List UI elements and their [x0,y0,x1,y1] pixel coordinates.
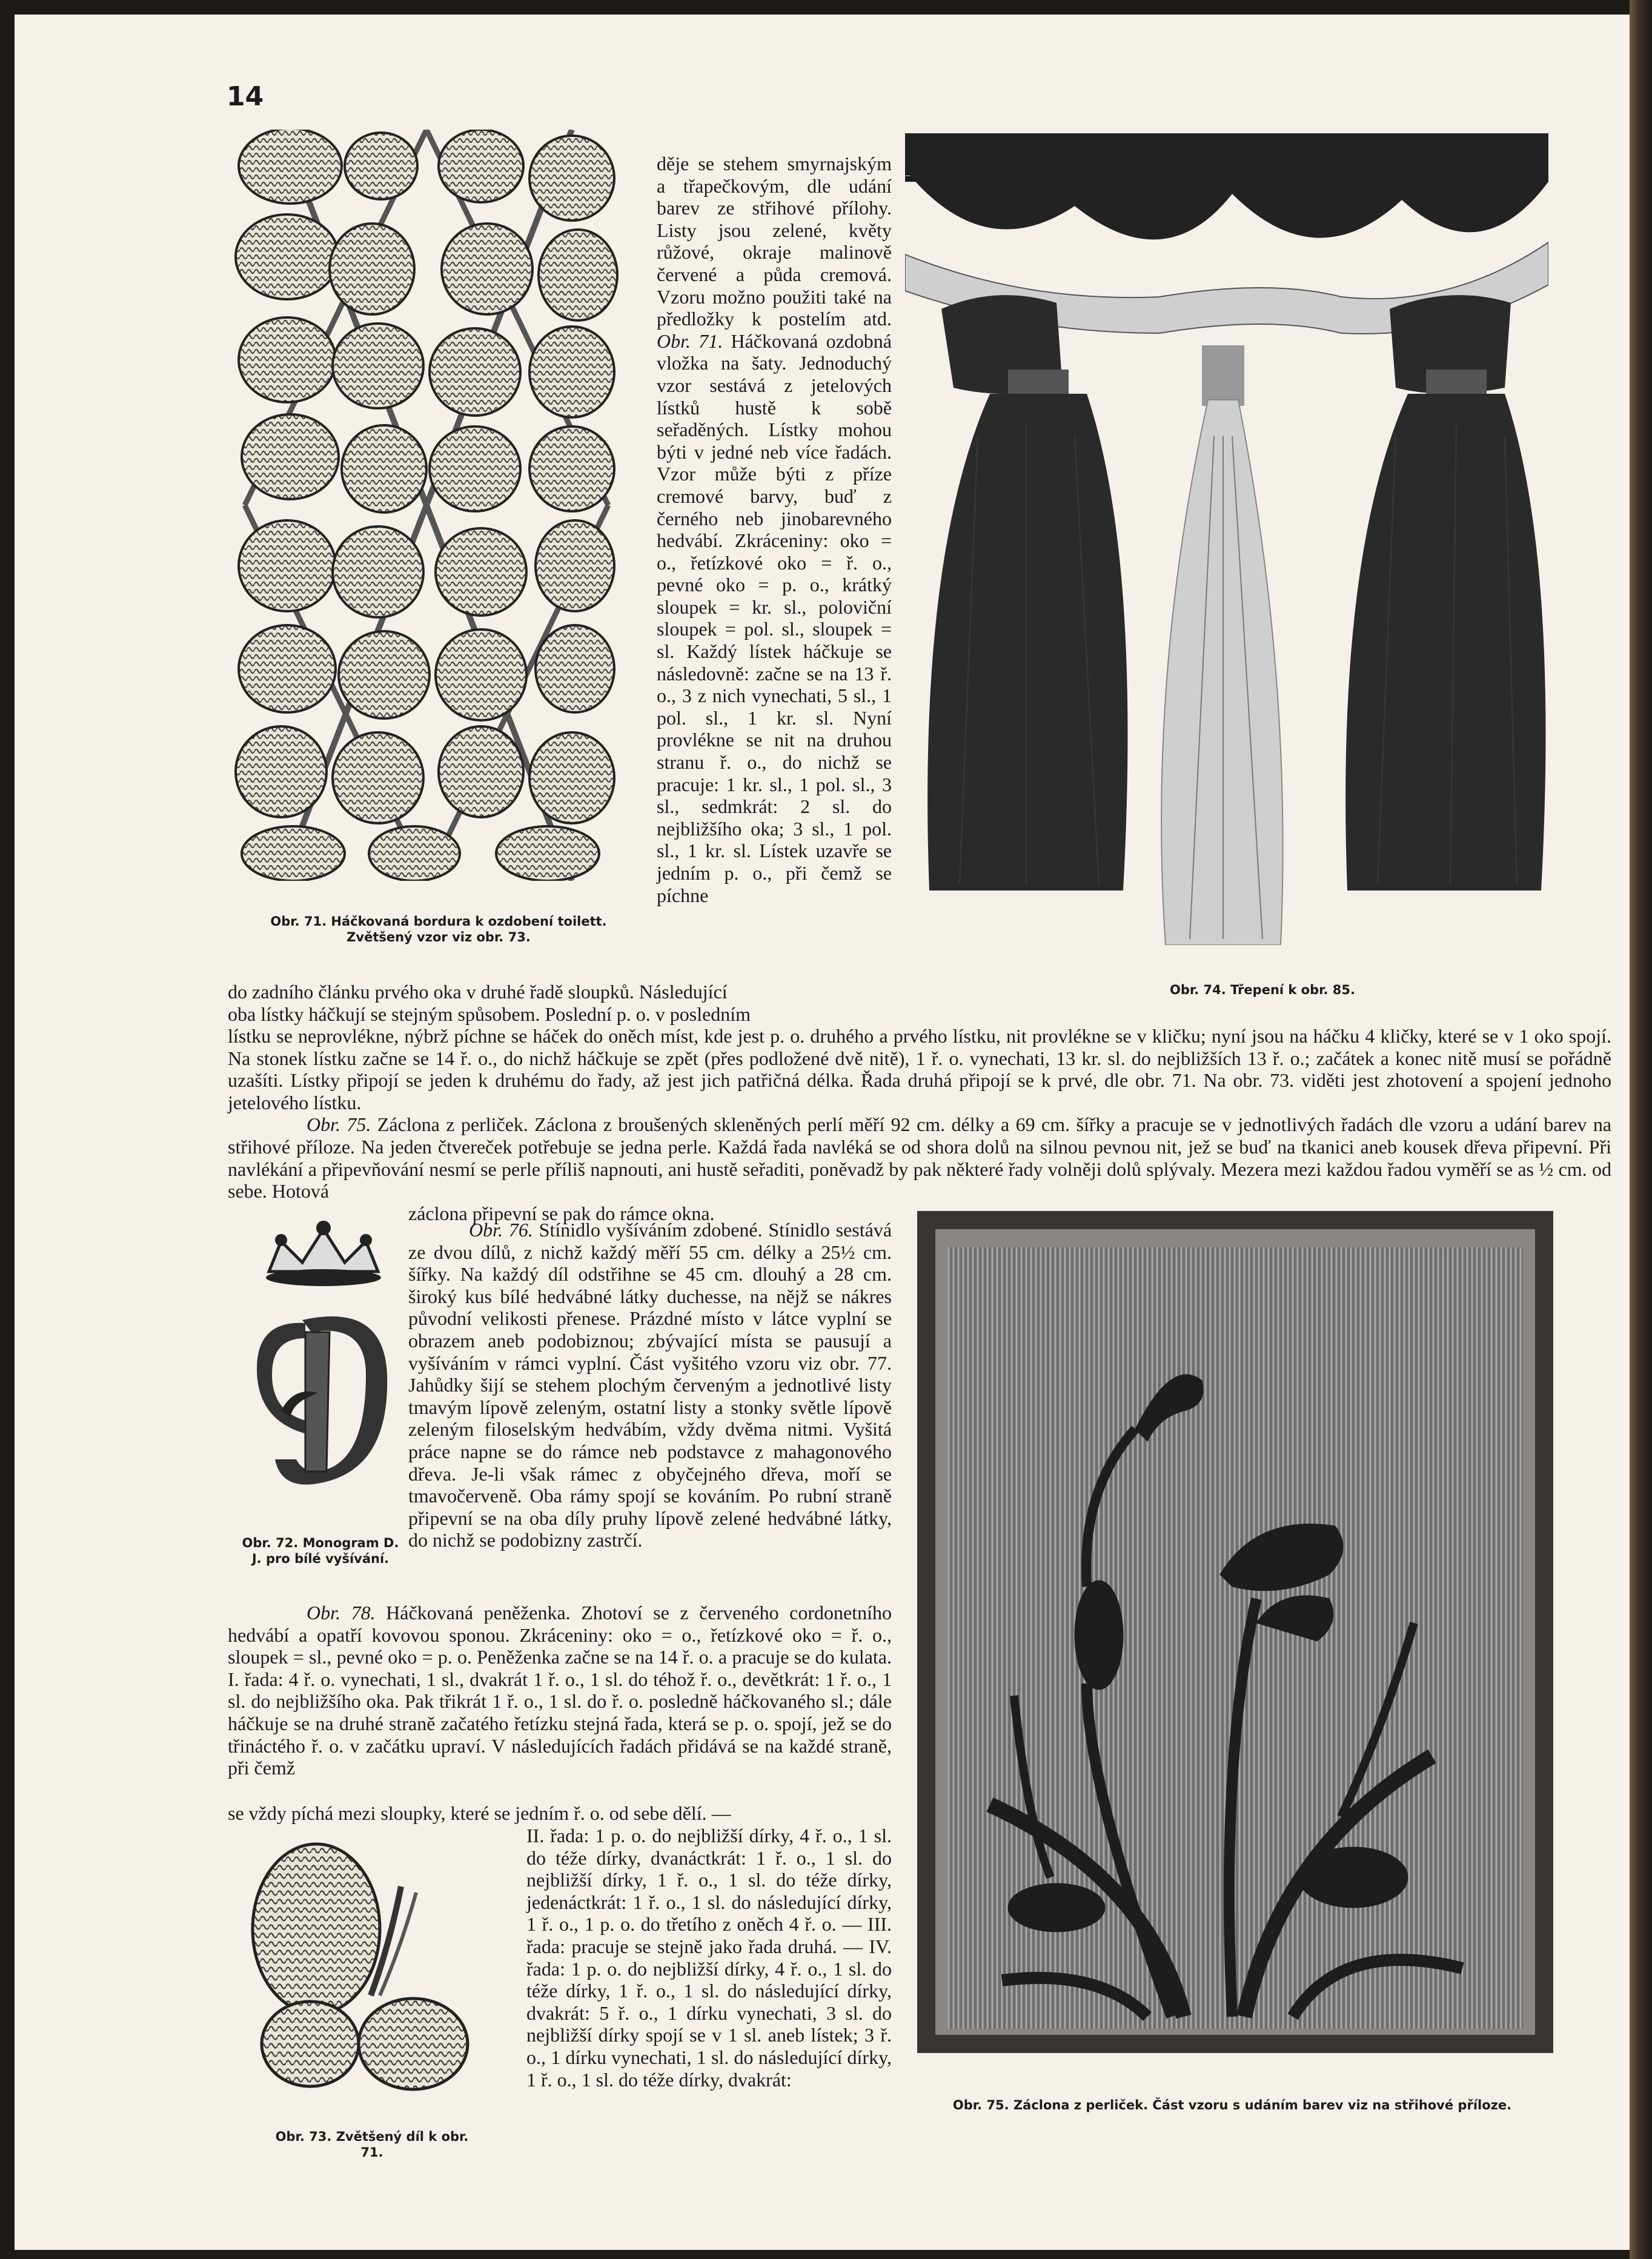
full-width-text [228,1025,1611,1202]
page-number: 14 [227,81,264,112]
obr75-ref: Obr. 75. [307,1113,371,1136]
figure-73-clover-detail [244,1838,474,2092]
figure-71-caption: Obr. 71. Háčkovaná bordura k ozdobení toilett. Zvětšený vzor viz obr. 73. [270,914,607,944]
obr76-paragraph [408,1219,892,1551]
obr71-cont-line1: do zadního článku prvého oka v druhé řadě sloupků. Následující [228,981,728,1003]
figure-71-crochet-border [233,130,620,881]
obr71-ref: Obr. 71. [657,330,723,352]
obr78-split-line: se vždy píchá mezi sloupky, které se jedním ř. o. od sebe dělí. — [228,1802,731,1824]
obr78-ref: Obr. 78. [307,1602,376,1624]
magazine-page [15,15,1630,2250]
obr78-paragraph [228,1602,892,1779]
obr78-column-text: II. řada: 1 p. o. do nejbližší dírky, 4 ř. o., 1 sl. do téže dírky, dvanáctkrát: 1 ř. o., 1 sl. do nejbližší dírky, 1 ř. o., 1 sl. do téže dírky, jedenáctkrát: 1 ř. o., 1 sl. do následující dírky, 1 ř. o., 1 p. o. do třetího z oněch 4 ř. o. — III. řada: pracuje se stejně jako řada druhá. — IV. řada: 1 p. o. do nejbližší dírky, 4 ř. o., 1 sl. do téže dírky, 1 ř. o., 1 sl. do následující dírky, dvakrát: 5 ř. o., 1 dírku vynechati, 3 sl. do nejbližší dírky spojí se v 1 sl. aneb lístek; 3 ř. o., 1 dírku vynechati, 1 sl. do následující dírky, 1 ř. o., 1 sl. do téže dírky, dvakrát: [526,1825,892,2091]
obr76-text: Stínidlo vyšíváním zdobené. Stínidlo sestává ze dvou dílů, z nichž každý měří 55 cm. délky a 25½ cm. šířky. Na každý díl odstřihne se 45 cm. dlouhý a 28 cm. široký kus bílé hedvábné látky duchesse, na nějž se nákres původní velikosti přenese. Prázdné místo v látce vyplní se obrazem aneb podobiznou; zbývající místa se pausují a vyšíváním v rámci vyplní. Část vyšitého vzoru viz obr. 77. Jahůdky šijí se stehem plochým červeným a jednotlivé listy tmavým lípově zeleným, ostatní listy a stonky světle lípově zeleným filoselským hedvábím, vždy dvěma nitmi. Vyšitá práce napne se do rámce neb podstavce z mahagonového dřeva. Je-li však rámec z obyčejného dřeva, moří se tmavočerveně. Oba rámy spojí se kováním. Po rubní straně připevní se na oba díly pruhy lípově zelené hedvábné látky, do nichž se podobizny zastrčí. [408,1219,892,1551]
obr71-cont-line2: oba lístky háčkují se stejným spůsobem. Poslední p. o. v posledním [228,1003,751,1025]
obr75-last-line: záclona připevní se pak do rámce okna. [408,1202,715,1224]
figure-75-bead-curtain [917,1211,1553,2053]
figure-72-monogram [245,1217,402,1508]
crown-icon [266,1221,381,1286]
figure-74-caption: Obr. 74. Třepení k obr. 85. [1170,983,1355,997]
obr71-continuation [228,981,895,1025]
obr75-text: Záclona z perliček. Záclona z broušených skleněných perlí měří 92 cm. délky a 69 cm. šířky a pracuje se v jednotlivých řadách dle vzoru a udání barev na střihové příloze. Na jeden čtvereček potřebuje se jedna perle. Každá řada navléká se od shora dolů na silnou pevnou nit, jež se buď na tkanici aneb kousek dřeva připevní. Při navlékání a připevňování nesmí se perle příliš napnouti, ani hustě seřaditi, poněvadž by pak některé řady volněji dolů splývaly. Mezera mezi každou řadou vyměří se as ½ cm. od sebe. Hotová [228,1113,1612,1202]
obr71-text: Háčkovaná ozdobná vložka na šaty. Jednoduchý vzor sestává z jetelových lístků hustě k sobě seřaděných. Lístky mohou býti v jedné neb více řadách. Vzor může býti z příze cremové barvy, buď z černého neb jinobarevného hedvábí. Zkráceniny: oko = o., řetízkové oko = ř. o., pevné oko = p. o., krátký sloupek = kr. sl., poloviční sloupek = pol. sl., sloupek = sl. Každý lístek háčkuje se následovně: začne se na 13 ř. o., 3 z nich vynechati, 5 sl., 1 pol. sl., 1 kr. sl. Nyní provlékne se nit na druhou stranu ř. o., do nichž se pracuje: 1 kr. sl., 1 pol. sl., 3 sl., sedmkrát: 2 sl. do nejbližšího oka; 3 sl., 1 pol. sl., 1 kr. sl. Lístek uzavře se jedním p. o., při čemž se píchne [657,330,892,906]
obr71-full-text: lístku se neprovlékne, nýbrž píchne se háček do oněch míst, kde jest p. o. druhého a prvého lístku, nit provlékne se v kličku; nyní jsou na háčku 4 kličky, které se v 1 oko spojí. Na stonek lístku začne se 14 ř. o., do nichž háčkuje se zpět (přes podložené dvě nitě), 1 ř. o. vynechati, 13 kr. sl. do nejbližších 13 ř. o.; začátek a konec nitě musí se pořádně uzašíti. Lístky připojí se jeden k druhému do řady, až jest jich patřičná délka. Řada druhá připojí se k prvé, dle obr. 71. Na obr. 73. viděti jest zhotovení a spojení jednoho jetelového lístku. [228,1025,1611,1113]
figure-75-caption: Obr. 75. Záclona z perliček. Část vzoru s udáním barev viz na střihové příloze. [952,2098,1512,2112]
book-spine-edge [1630,0,1652,2259]
intro-text: děje se stehem smyrnajským a třapečkovým, dle udání barev ze střihové přílohy. Listy jsou zelené, květy růžové, okraje malinově červené a půda cremová. Vzoru možno použiti také na předložky k postelím atd. [657,153,892,330]
intro-paragraph [657,153,892,906]
obr78-text: Háčkovaná peněženka. Zhotoví se z červeného cordonetního hedvábí a opatří kovovou sponou. Zkráceniny: oko = o., řetízkové oko = ř. o., sloupek = sl., pevné oko = p. o. Peněženka začne se na 14 ř. o. a pracuje se do kulata. I. řada: 4 ř. o. vynechati, 1 sl., dvakrát 1 ř. o., 1 sl. do téhož ř. o., devětkrát: 1 ř. o., 1 sl. do nejbližšího oka. Pak třikrát 1 ř. o., 1 sl. do ř. o. posledně háčkovaného sl.; dále háčkuje se na druhé straně začatého řetízku stejná řada, která se p. o. spojí, jež se do třináctého ř. o. v začátku upraví. V následujících řadách přidává se na každé straně, při čemž [228,1602,892,1779]
obr76-ref: Obr. 76. [469,1219,533,1241]
figure-74-fringe-tassels [905,133,1548,945]
figure-72-caption: Obr. 72. Monogram D. J. pro bílé vyšívání. [242,1536,399,1566]
figure-73-caption: Obr. 73. Zvětšený díl k obr. 71. [275,2129,469,2160]
